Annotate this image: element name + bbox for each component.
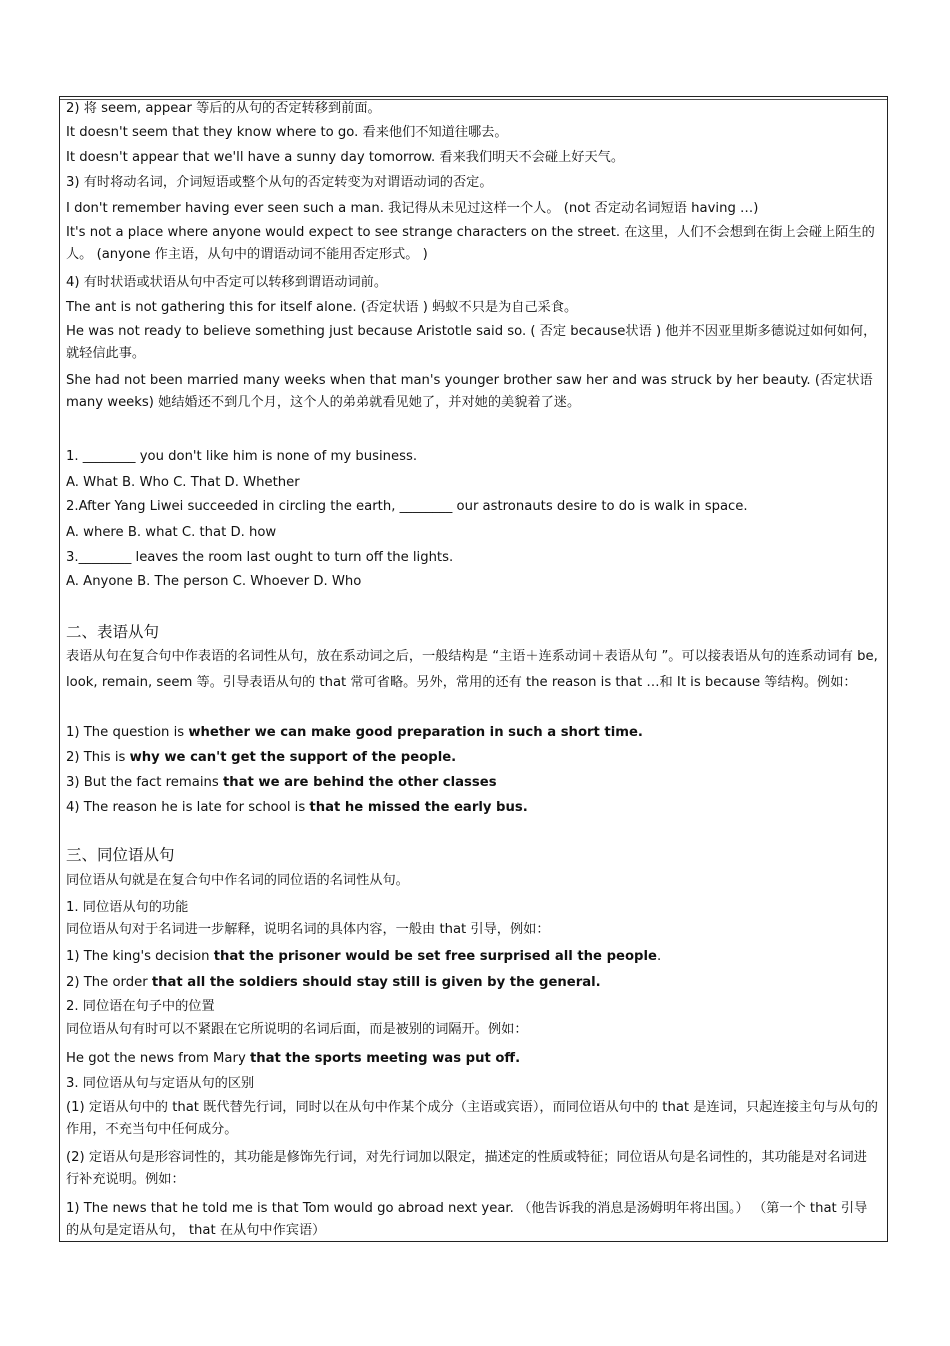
example-sentence: The ant is not gathering this for itself alone. (否定状语 ) 蚂蚁不只是为自己采食。 — [66, 300, 578, 315]
example-sentence: It doesn't seem that they know where to go. 看来他们不知道往哪去。 — [66, 125, 508, 140]
rule-2-heading: 2) 将 seem, appear 等后的从句的否定转移到前面。 — [66, 101, 381, 116]
example-sentence: 1) The news that he told me is that Tom would go abroad next year. （他告诉我的消息是汤姆明年将出国。） （第一个 that 引导的从句是定语从句， that 在从句中作宾语） — [66, 1201, 868, 1238]
section-paragraph: (2) 定语从句是形容词性的，其功能是修饰先行词，对先行词加以限定，描述定的性质或特征；同位语从句是名词性的，其功能是对名词进行补充说明。例如： — [66, 1150, 867, 1187]
example-clause: that all the soldiers should stay still is given by the general. — [151, 975, 601, 990]
example-sentence — [66, 798, 528, 818]
section-paragraph: 表语从句在复合句中作表语的名词性从句，放在系动词之后，一般结构是 “主语＋连系动词＋表语从句 ”。可以接表语从句的连系动词有 be, look, remain, seem 等。引导表语从句的 that 常可省略。另外，常用的还有 the reason is that …和 It is because 等结构。例如： — [66, 649, 878, 690]
example-sentence — [66, 723, 643, 743]
example-clause: that we are behind the other classes — [222, 775, 497, 790]
example-sentence: She had not been married many weeks when that man's younger brother saw her and was struck by her beauty. (否定状语 many weeks) 她结婚还不到几个月，这个人的弟弟就看见她了，并对她的美貌着了迷。 — [66, 373, 873, 410]
quiz-options: A. What B. Who C. That D. Whether — [66, 475, 300, 490]
section-paragraph: 同位语从句有时可以不紧跟在它所说明的名词后面，而是被别的词隔开。例如： — [66, 1022, 528, 1037]
example-clause: that the sports meeting was put off. — [249, 1051, 521, 1066]
rule-3-heading: 3) 有时将动名词，介词短语或整个从句的否定转变为对谓语动词的否定。 — [66, 175, 493, 190]
example-sentence — [66, 947, 661, 967]
example-punctuation: . — [656, 949, 662, 964]
example-sentence — [66, 1049, 520, 1069]
example-sentence — [66, 773, 497, 793]
example-sentence — [66, 748, 456, 768]
example-lead: He got the news from Mary — [66, 1051, 250, 1066]
example-clause: that the prisoner would be set free surprised all the people — [213, 949, 657, 964]
example-lead: 3) But the fact remains — [66, 775, 223, 790]
example-clause: why we can't get the support of the people. — [129, 750, 457, 765]
example-lead: 1) The question is — [66, 725, 189, 740]
quiz-question: 2.After Yang Liwei succeeded in circling the earth, ________ our astronauts desire to do is walk in space. — [66, 499, 748, 514]
example-sentence: It doesn't appear that we'll have a sunny day tomorrow. 看来我们明天不会碰上好天气。 — [66, 150, 625, 165]
subsection-heading: 1. 同位语从句的功能 — [66, 900, 189, 915]
quiz-question: 3.________ leaves the room last ought to turn off the lights. — [66, 550, 454, 565]
quiz-options: A. Anyone B. The person C. Whoever D. Who — [66, 574, 362, 589]
example-lead: 4) The reason he is late for school is — [66, 800, 310, 815]
example-clause: that he missed the early bus. — [309, 800, 528, 815]
subsection-heading: 3. 同位语从句与定语从句的区别 — [66, 1076, 255, 1091]
example-sentence: I don't remember having ever seen such a man. 我记得从未见过这样一个人。 (not 否定动名词短语 having …) — [66, 201, 759, 216]
example-lead: 1) The king's decision — [66, 949, 214, 964]
rule-4-heading: 4) 有时状语或状语从句中否定可以转移到谓语动词前。 — [66, 275, 388, 290]
section-title: 三、同位语从句 — [66, 846, 175, 864]
quiz-options: A. where B. what C. that D. how — [66, 525, 277, 540]
example-sentence — [66, 973, 601, 993]
section-paragraph: (1) 定语从句中的 that 既代替先行词，同时以在从句中作某个成分（主语或宾语），而同位语从句中的 that 是连词，只起连接主句与从句的作用，不充当句中任何成分。 — [66, 1100, 878, 1137]
section-paragraph: 同位语从句对于名词进一步解释，说明名词的具体内容，一般由 that 引导，例如： — [66, 922, 550, 937]
example-clause: whether we can make good preparation in such a short time. — [188, 725, 643, 740]
example-sentence: It's not a place where anyone would expect to see strange characters on the street. 在这里，人们不会想到在街上会碰上陌生的人。 (anyone 作主语，从句中的谓语动词不能用否定形式。 ) — [66, 225, 875, 262]
example-lead: 2) The order — [66, 975, 152, 990]
example-sentence: He was not ready to believe something just because Aristotle said so. ( 否定 because状语 ) 他并不因亚里斯多德说过如何如何，就轻信此事。 — [66, 324, 877, 361]
section-title: 二、表语从句 — [66, 623, 160, 641]
example-lead: 2) This is — [66, 750, 130, 765]
section-paragraph: 同位语从句就是在复合句中作名词的同位语的名词性从句。 — [66, 873, 409, 888]
quiz-question: 1. ________ you don't like him is none of my business. — [66, 449, 418, 464]
subsection-heading: 2. 同位语在句子中的位置 — [66, 999, 215, 1014]
